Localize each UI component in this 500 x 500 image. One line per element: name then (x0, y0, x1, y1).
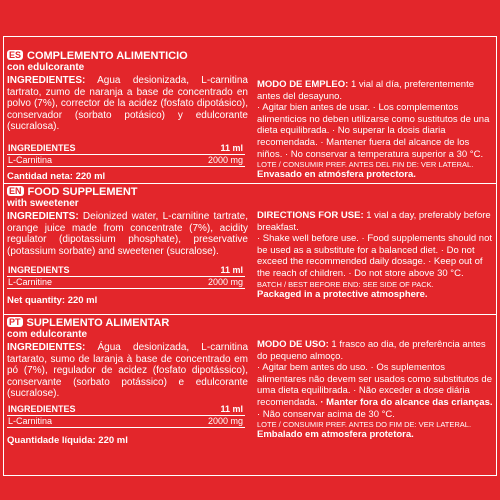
nutrition-table (7, 265, 245, 289)
packaging-text: Embalado em atmosfera protetora. (257, 429, 414, 441)
section-divider (3, 314, 497, 315)
nutrition-table (7, 404, 245, 428)
table-row: L-Carnitine 2000 mg (8, 277, 243, 287)
packaging-text: Packaged in a protective atmosphere. (257, 288, 428, 300)
language-badge: EN (9, 186, 22, 196)
table-row: L-Carnitina 2000 mg (8, 416, 243, 426)
warnings-text: · Agitar bien antes de usar. · Los complementos alimenticios no deben utilizarse como sustitutos de una dieta equilibrada. · No superar la dosis diaria recomendada. · Mantener fuera del alcance de los niños. · No conservar a temperatura superior a 30 °C. (257, 102, 490, 160)
directions-text: MODO DE USO: 1 frasco ao dia, de preferência antes do pequeno almoço. (257, 339, 486, 362)
section-subtitle: con edulcorante (7, 62, 85, 73)
lot-text: BATCH / BEST BEFORE END: SEE SIDE OF PACK. (257, 279, 434, 289)
section-title: EN FOOD SUPPLEMENT (9, 186, 138, 198)
section-title: ES COMPLEMENTO ALIMENTICIO (9, 50, 188, 62)
language-badge: PT (9, 317, 21, 327)
lot-text: LOTE / CONSUMIR PREF. ANTES DO FIM DE: VER LATERAL. (257, 420, 472, 430)
table-row: INGREDIENTES 11 ml (8, 404, 243, 414)
ingredients-text: INGREDIENTS: Deionized water, L-carnitine tartrate, orange juice made from concentrate (7%), acidity regulator (dipotassium phosphate), preservative (potassium sorbate) and sweetener (sucralose). (7, 211, 248, 257)
section-subtitle: com edulcorante (7, 329, 88, 340)
warnings-text: · Agitar bem antes do uso. · Os suplementos alimentares não devem ser usados como substitutos de uma dieta equilibrada. · Não exceder a dose diária recomendada. · Manter fora do alcance das crianças. · Não conservar acima de 30 °C. (257, 362, 493, 420)
language-badge: ES (9, 50, 22, 60)
directions-text: MODO DE EMPLEO: 1 vial al día, preferentemente antes del desayuno. (257, 79, 474, 102)
net-quantity: Quantidade líquida: 220 ml (7, 435, 128, 446)
net-quantity: Cantidad neta: 220 ml (7, 171, 106, 182)
warnings-text: · Shake well before use. · Food supplements should not be used as a substitute for a balanced diet. · Do not exceed the recommended daily dosage. · Keep out of the reach of children. · Do not store above 30 °C. (257, 233, 492, 279)
section-title: PT SUPLEMENTO ALIMENTAR (9, 317, 170, 329)
table-row: L-Carnitina 2000 mg (8, 155, 243, 165)
directions-text: DIRECTIONS FOR USE: 1 vial a day, preferably before breakfast. (257, 210, 491, 233)
ingredients-text: INGREDIENTES: Agua desionizada, L-carnitina tartrato, zumo de naranja a base de concentrado en polvo (7%), corrector de la acidez (fosfato dipotásico), conservador (sorbato potásico) y edulcorante (sucralosa). (7, 75, 248, 132)
nutrition-table (7, 143, 245, 167)
lot-text: LOTE / CONSUMIR PREF. ANTES DEL FIN DE: VER LATERAL. (257, 160, 474, 170)
ingredients-text: INGREDIENTES: Água desionizada, L-carnitina tartarato, sumo de laranja à base de concentrado em pó (7%), regulador de acidez (fosfato dipotássico), conservante (sorbato potássico) e edulcorante (sucralose). (7, 342, 248, 399)
table-row: INGREDIENTES 11 ml (8, 143, 243, 153)
section-subtitle: with sweetener (7, 198, 79, 209)
net-quantity: Net quantity: 220 ml (7, 295, 98, 306)
table-row: INGREDIENTS 11 ml (8, 265, 243, 275)
section-divider (3, 183, 497, 184)
packaging-text: Envasado en atmósfera protectora. (257, 169, 416, 181)
